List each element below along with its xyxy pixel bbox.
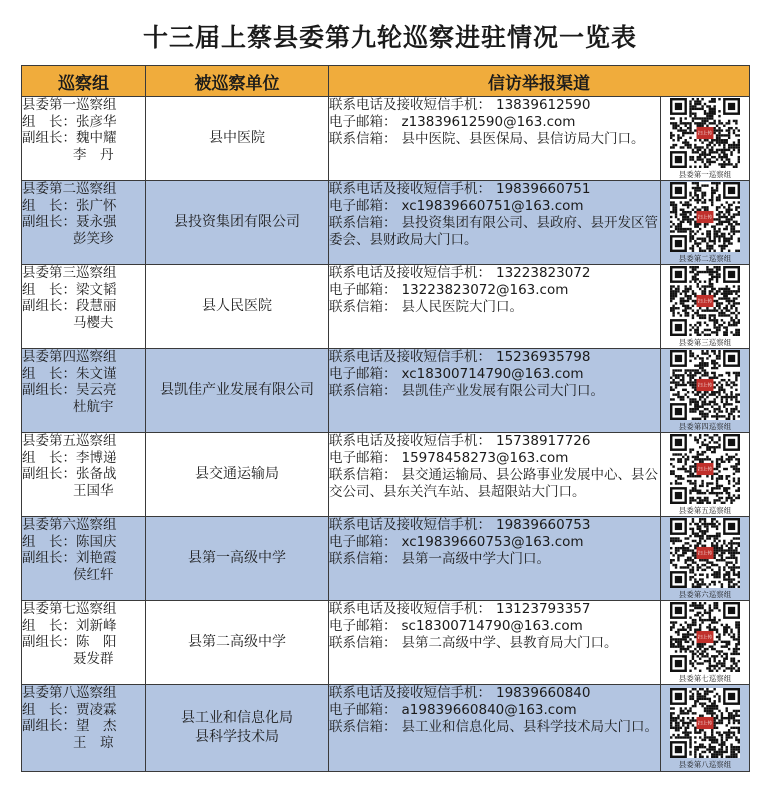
deputy-name-1: 段慧丽 bbox=[76, 298, 117, 314]
leader-label: 组 长： bbox=[22, 617, 76, 634]
leader-label: 组 长： bbox=[22, 701, 76, 718]
phone-line bbox=[329, 601, 660, 618]
deputy-name-1: 魏中耀 bbox=[76, 130, 117, 146]
mailbox-line bbox=[329, 719, 660, 736]
group-name: 县委第七巡察组 bbox=[22, 601, 117, 617]
email-label: 电子邮箱： bbox=[329, 366, 397, 382]
mailbox-line bbox=[329, 467, 660, 501]
email-label: 电子邮箱： bbox=[329, 114, 397, 130]
deputy-label: 副组长： bbox=[22, 298, 76, 314]
leader-line bbox=[22, 618, 145, 635]
phone-number[interactable]: 13123793357 bbox=[496, 601, 591, 617]
group-cell bbox=[22, 433, 146, 517]
unit-cell bbox=[146, 349, 329, 433]
leader-line bbox=[22, 702, 145, 719]
leader-line bbox=[22, 282, 145, 299]
header-unit: 被巡察单位 bbox=[146, 66, 329, 97]
deputy-line bbox=[22, 382, 145, 399]
mailbox-line bbox=[329, 299, 660, 316]
qr-center-text: 扫上传 bbox=[697, 131, 713, 137]
deputy-line bbox=[22, 298, 145, 315]
mailbox-label: 联系信箱： bbox=[329, 551, 397, 567]
phone-line bbox=[329, 685, 660, 702]
email-line bbox=[329, 198, 660, 215]
mailbox-label: 联系信箱： bbox=[329, 719, 397, 735]
group-cell bbox=[22, 517, 146, 601]
unit-cell bbox=[146, 265, 329, 349]
qr-code-icon[interactable] bbox=[670, 434, 740, 504]
email-address[interactable]: sc18300714790@163.com bbox=[401, 618, 583, 634]
phone-line bbox=[329, 349, 660, 366]
unit-name: 县第一高级中学 bbox=[188, 550, 286, 566]
qr-caption: 县委第三巡察组 bbox=[678, 338, 732, 347]
email-line bbox=[329, 702, 660, 719]
unit-cell bbox=[146, 601, 329, 685]
deputy-name-2: 李 丹 bbox=[73, 146, 114, 163]
qr-code-icon[interactable] bbox=[670, 518, 740, 588]
mailbox-line bbox=[329, 131, 660, 148]
unit-name: 县工业和信息化局 bbox=[181, 710, 293, 726]
deputy-name-1: 张备战 bbox=[76, 466, 117, 482]
unit-cell bbox=[146, 181, 329, 265]
phone-label: 联系电话及接收短信手机： bbox=[329, 181, 491, 197]
email-line bbox=[329, 114, 660, 131]
group-cell bbox=[22, 265, 146, 349]
deputy-line bbox=[22, 214, 145, 231]
qr-code-icon[interactable] bbox=[670, 266, 740, 336]
mailbox-line bbox=[329, 383, 660, 400]
qr-code-icon[interactable] bbox=[670, 350, 740, 420]
phone-label: 联系电话及接收短信手机： bbox=[329, 433, 491, 449]
table-row bbox=[22, 97, 750, 181]
leader-label: 组 长： bbox=[22, 365, 76, 382]
qr-cell bbox=[661, 181, 750, 265]
leader-line bbox=[22, 534, 145, 551]
table-row bbox=[22, 433, 750, 517]
leader-name: 朱文谨 bbox=[76, 365, 117, 382]
unit-name: 县第二高级中学 bbox=[188, 634, 286, 650]
channel-cell bbox=[329, 517, 661, 601]
table-row bbox=[22, 601, 750, 685]
qr-caption: 县委第八巡察组 bbox=[678, 759, 732, 769]
table-row bbox=[22, 349, 750, 433]
deputy-line bbox=[22, 634, 145, 651]
deputy-label: 副组长： bbox=[22, 214, 76, 230]
email-address[interactable]: 13223823072@163.com bbox=[401, 282, 569, 298]
mailbox-label: 联系信箱： bbox=[329, 299, 397, 315]
phone-number[interactable]: 15738917726 bbox=[496, 433, 591, 449]
leader-label: 组 长： bbox=[22, 113, 76, 130]
mailbox-location: 县人民医院大门口。 bbox=[401, 299, 523, 315]
phone-line bbox=[329, 433, 660, 450]
deputy-line bbox=[22, 718, 145, 735]
leader-name: 刘新峰 bbox=[76, 617, 117, 634]
mailbox-label: 联系信箱： bbox=[329, 383, 397, 399]
qr-caption: 县委第二巡察组 bbox=[678, 254, 732, 263]
qr-cell bbox=[661, 97, 750, 181]
email-label: 电子邮箱： bbox=[329, 282, 397, 298]
qr-cell bbox=[661, 517, 750, 601]
group-name: 县委第一巡察组 bbox=[22, 97, 117, 113]
channel-cell bbox=[329, 349, 661, 433]
phone-line bbox=[329, 517, 660, 534]
mailbox-label: 联系信箱： bbox=[329, 467, 397, 483]
header-group: 巡察组 bbox=[22, 66, 146, 97]
email-line bbox=[329, 618, 660, 635]
mailbox-location: 县中医院、县医保局、县信访局大门口。 bbox=[401, 131, 645, 147]
email-address[interactable]: 15978458273@163.com bbox=[401, 450, 569, 466]
deputy-line bbox=[22, 130, 145, 147]
deputy-name-1: 望 杰 bbox=[76, 718, 117, 734]
leader-name: 陈国庆 bbox=[76, 533, 117, 550]
qr-caption: 县委第七巡察组 bbox=[678, 674, 732, 683]
leader-line bbox=[22, 198, 145, 215]
phone-number[interactable]: 19839660840 bbox=[496, 685, 591, 701]
phone-number[interactable]: 15236935798 bbox=[496, 349, 591, 365]
leader-name: 贾凌霖 bbox=[76, 701, 117, 718]
table-row bbox=[22, 265, 750, 349]
channel-cell bbox=[329, 685, 661, 772]
group-name: 县委第四巡察组 bbox=[22, 349, 117, 365]
deputy-name-1: 刘艳霞 bbox=[76, 550, 117, 566]
inspection-table bbox=[21, 65, 750, 772]
email-label: 电子邮箱： bbox=[329, 702, 397, 718]
deputy-name-1: 陈 阳 bbox=[76, 634, 117, 650]
deputy-name-2: 马樱夫 bbox=[73, 314, 114, 331]
email-address[interactable]: a19839660840@163.com bbox=[401, 702, 577, 718]
deputy-name-1: 聂永强 bbox=[76, 214, 117, 230]
leader-label: 组 长： bbox=[22, 533, 76, 550]
qr-caption: 县委第五巡察组 bbox=[678, 506, 732, 515]
mailbox-line bbox=[329, 551, 660, 568]
table-header-row bbox=[22, 66, 750, 97]
email-line bbox=[329, 534, 660, 551]
unit-name-2: 县科学技术局 bbox=[195, 729, 279, 745]
email-address[interactable]: xc19839660751@163.com bbox=[401, 198, 584, 214]
channel-cell bbox=[329, 433, 661, 517]
deputy-name-2: 彭笑珍 bbox=[73, 230, 114, 247]
phone-label: 联系电话及接收短信手机： bbox=[329, 601, 491, 617]
unit-name: 县人民医院 bbox=[202, 298, 272, 314]
group-cell bbox=[22, 601, 146, 685]
phone-number[interactable]: 19839660753 bbox=[496, 517, 591, 533]
channel-cell bbox=[329, 97, 661, 181]
deputy-label: 副组长： bbox=[22, 382, 76, 398]
group-name: 县委第五巡察组 bbox=[22, 433, 117, 449]
deputy-line bbox=[22, 466, 145, 483]
qr-center-text: 扫上传 bbox=[697, 383, 713, 389]
leader-label: 组 长： bbox=[22, 281, 76, 298]
unit-cell bbox=[146, 97, 329, 181]
email-line bbox=[329, 450, 660, 467]
email-address[interactable]: xc18300714790@163.com bbox=[401, 366, 584, 382]
phone-label: 联系电话及接收短信手机： bbox=[329, 349, 491, 365]
mailbox-label: 联系信箱： bbox=[329, 215, 397, 231]
email-address[interactable]: xc19839660753@163.com bbox=[401, 534, 584, 550]
table-row bbox=[22, 517, 750, 601]
mailbox-location: 县工业和信息化局、县科学技术局大门口。 bbox=[401, 719, 658, 735]
leader-name: 张彦华 bbox=[76, 113, 117, 130]
leader-name: 李博递 bbox=[76, 449, 117, 466]
qr-cell bbox=[661, 685, 750, 772]
leader-name: 梁文韬 bbox=[76, 281, 117, 298]
phone-label: 联系电话及接收短信手机： bbox=[329, 97, 491, 113]
deputy-name-2: 杜航宇 bbox=[73, 398, 114, 415]
deputy-label: 副组长： bbox=[22, 130, 76, 146]
mailbox-location: 县第一高级中学大门口。 bbox=[401, 551, 550, 567]
deputy-label: 副组长： bbox=[22, 466, 76, 482]
deputy-label: 副组长： bbox=[22, 634, 76, 650]
phone-label: 联系电话及接收短信手机： bbox=[329, 265, 491, 281]
mailbox-label: 联系信箱： bbox=[329, 635, 397, 651]
qr-caption: 县委第六巡察组 bbox=[678, 590, 732, 599]
qr-caption: 县委第一巡察组 bbox=[678, 170, 732, 179]
phone-number[interactable]: 13839612590 bbox=[496, 97, 591, 113]
qr-cell bbox=[661, 601, 750, 685]
email-label: 电子邮箱： bbox=[329, 198, 397, 214]
deputy-name-2: 侯红轩 bbox=[73, 566, 114, 583]
deputy-name-1: 吴云亮 bbox=[76, 382, 117, 398]
leader-line bbox=[22, 450, 145, 467]
qr-cell bbox=[661, 433, 750, 517]
phone-label: 联系电话及接收短信手机： bbox=[329, 685, 491, 701]
qr-center-text: 扫上传 bbox=[697, 215, 713, 221]
page-title: 十三届上蔡县委第九轮巡察进驻情况一览表 bbox=[142, 23, 637, 52]
leader-line bbox=[22, 366, 145, 383]
phone-label: 联系电话及接收短信手机： bbox=[329, 517, 491, 533]
deputy-line bbox=[22, 550, 145, 567]
phone-line bbox=[329, 97, 660, 114]
unit-name: 县投资集团有限公司 bbox=[174, 214, 300, 230]
group-cell bbox=[22, 685, 146, 772]
qr-code-icon[interactable] bbox=[670, 688, 740, 758]
channel-cell bbox=[329, 265, 661, 349]
email-label: 电子邮箱： bbox=[329, 618, 397, 634]
table-row bbox=[22, 685, 750, 772]
group-cell bbox=[22, 181, 146, 265]
phone-number[interactable]: 13223823072 bbox=[496, 265, 591, 281]
email-label: 电子邮箱： bbox=[329, 450, 397, 466]
unit-cell bbox=[146, 517, 329, 601]
group-name: 县委第二巡察组 bbox=[22, 181, 117, 197]
qr-center-text: 扫上传 bbox=[697, 721, 713, 727]
qr-center-text: 扫上传 bbox=[697, 467, 713, 473]
mailbox-location: 县投资集团有限公司、县政府、县开发区管委会、县财政局大门口。 bbox=[329, 215, 658, 248]
email-label: 电子邮箱： bbox=[329, 534, 397, 550]
leader-label: 组 长： bbox=[22, 449, 76, 466]
unit-name: 县凯佳产业发展有限公司 bbox=[160, 382, 314, 398]
mailbox-line bbox=[329, 635, 660, 652]
phone-number[interactable]: 19839660751 bbox=[496, 181, 591, 197]
qr-center-text: 扫上传 bbox=[697, 551, 713, 557]
qr-cell bbox=[661, 265, 750, 349]
unit-name: 县中医院 bbox=[209, 130, 265, 146]
deputy-name-2: 聂发群 bbox=[73, 650, 114, 667]
mailbox-line bbox=[329, 215, 660, 249]
deputy-name-2: 王 琼 bbox=[73, 734, 114, 751]
group-name: 县委第八巡察组 bbox=[22, 685, 117, 701]
qr-code-icon[interactable] bbox=[670, 602, 740, 672]
qr-center-text: 扫上传 bbox=[697, 635, 713, 641]
mailbox-label: 联系信箱： bbox=[329, 131, 397, 147]
leader-line bbox=[22, 114, 145, 131]
qr-code-icon[interactable] bbox=[670, 98, 740, 168]
mailbox-location: 县凯佳产业发展有限公司大门口。 bbox=[401, 383, 604, 399]
leader-name: 张广怀 bbox=[76, 197, 117, 214]
leader-label: 组 长： bbox=[22, 197, 76, 214]
email-address[interactable]: z13839612590@163.com bbox=[401, 114, 576, 130]
email-line bbox=[329, 282, 660, 299]
channel-cell bbox=[329, 601, 661, 685]
channel-cell bbox=[329, 181, 661, 265]
deputy-label: 副组长： bbox=[22, 550, 76, 566]
email-line bbox=[329, 366, 660, 383]
group-cell bbox=[22, 97, 146, 181]
qr-cell bbox=[661, 349, 750, 433]
qr-center-text: 扫上传 bbox=[697, 299, 713, 305]
phone-line bbox=[329, 265, 660, 282]
phone-line bbox=[329, 181, 660, 198]
qr-caption: 县委第四巡察组 bbox=[678, 422, 732, 431]
group-name: 县委第三巡察组 bbox=[22, 265, 117, 281]
unit-cell bbox=[146, 433, 329, 517]
unit-name: 县交通运输局 bbox=[195, 466, 279, 482]
deputy-label: 副组长： bbox=[22, 718, 76, 734]
deputy-name-2: 王国华 bbox=[73, 482, 114, 499]
unit-cell bbox=[146, 685, 329, 772]
mailbox-location: 县交通运输局、县公路事业发展中心、县公交公司、县东关汽车站、县超限站大门口。 bbox=[329, 467, 658, 500]
group-name: 县委第六巡察组 bbox=[22, 517, 117, 533]
header-channel: 信访举报渠道 bbox=[329, 66, 750, 97]
qr-code-icon[interactable] bbox=[670, 182, 740, 252]
table-row bbox=[22, 181, 750, 265]
group-cell bbox=[22, 349, 146, 433]
mailbox-location: 县第二高级中学、县教育局大门口。 bbox=[401, 635, 618, 651]
